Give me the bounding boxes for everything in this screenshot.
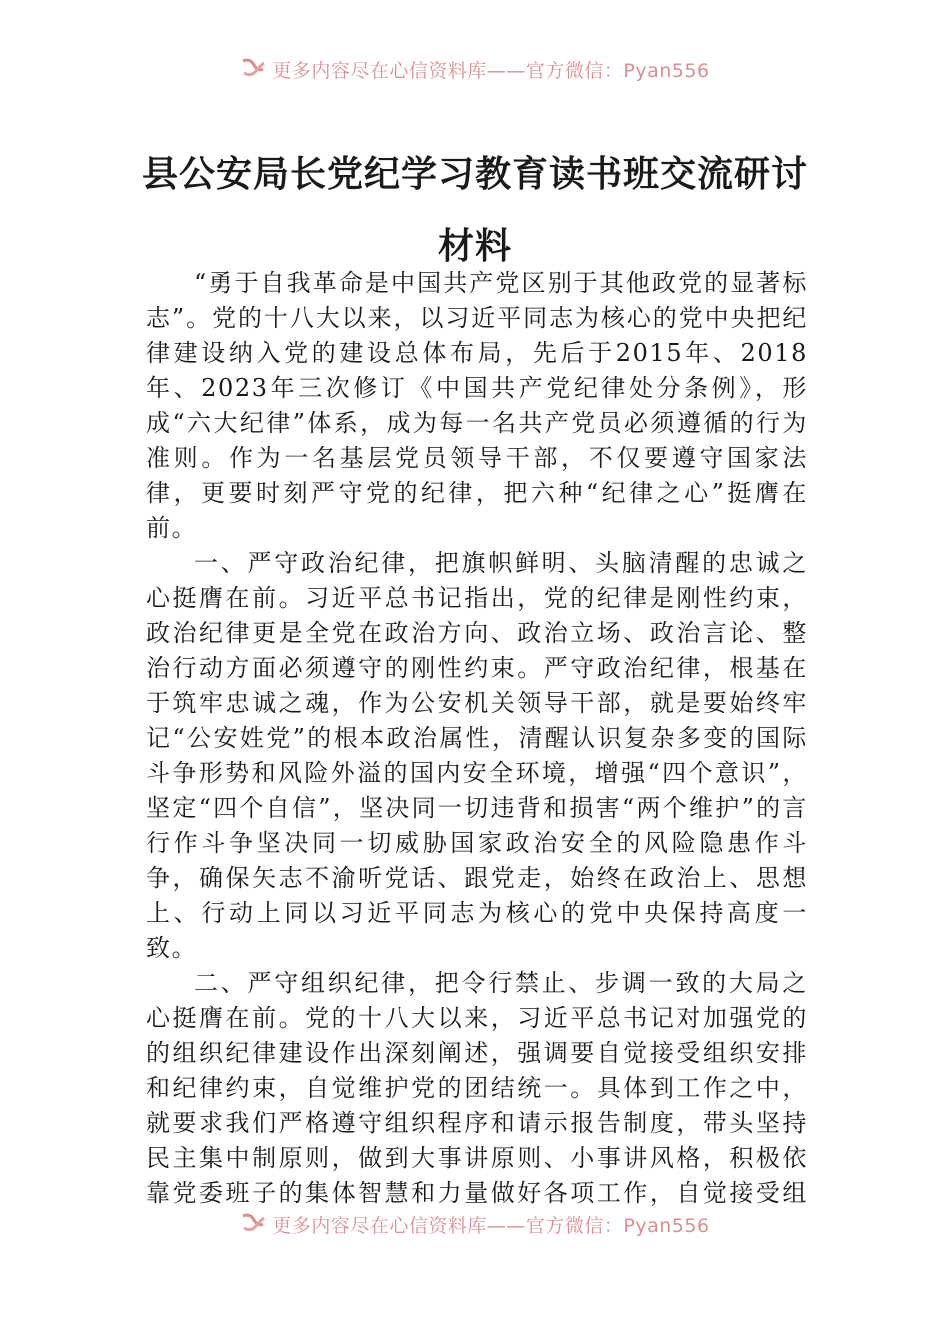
document-title [100, 138, 850, 282]
watermark-text: 更多内容尽在心信资料库——官方微信：Pyan556 [272, 60, 710, 82]
document-content [146, 266, 808, 1206]
paragraph-intro: “勇于自我革命是中国共产党区别于其他政党的显著标志”。党的十八大以来，以习近平同志为核心的党中央把纪律建设纳入党的建设总体布局，先后于2015年、2018年、2023年三次修订《中国共产党纪律处分条例》，形成“六大纪律”体系，成为每一名共产党员必须遵循的行为准则。作为一名基层党员领导干部，不仅要遵守国家法律，更要时刻严守党的纪律，把六种“纪律之心”挺膺在前。 [146, 269, 808, 542]
paragraph-organizational-discipline: 二、严守组织纪律，把令行禁止、步调一致的大局之心挺膺在前。党的十八大以来，习近平总书记对加强党的的组织纪律建设作出深刻阐述，强调要自觉接受组织安排和纪律约束，自觉维护党的团结统一。具体到工作之中，就要求我们严格遵守组织程序和请示报告制度，带头坚持民主集中制原则，做到大事讲原则、小事讲风格，积极依靠党委班子的集体智慧和力量做好各项工作，自觉接受组 [146, 969, 808, 1206]
footer-watermark [0, 1212, 950, 1238]
title-line-1: 县公安局长党纪学习教育读书班交流研讨 [141, 153, 808, 195]
paragraph-political-discipline: 一、严守政治纪律，把旗帜鲜明、头脑清醒的忠诚之心挺膺在前。习近平总书记指出，党的纪律是刚性约束，政治纪律更是全党在政治方向、政治立场、政治言论、整治行动方面必须遵守的刚性约束。严守政治纪律，根基在于筑牢忠诚之魂，作为公安机关领导干部，就是要始终牢记“公安姓党”的根本政治属性，清醒认识复杂多变的国际斗争形势和风险外溢的国内安全环境，增强“四个意识”，坚定“四个自信”，坚决同一切违背和损害“两个维护”的言行作斗争坚决同一切威胁国家政治安全的风险隐患作斗争，确保矢志不渝听党话、跟党走，始终在政治上、思想上、行动上同以习近平同志为核心的党中央保持高度一致。 [146, 549, 808, 962]
watermark-logo-icon [240, 1212, 266, 1238]
watermark-text: 更多内容尽在心信资料库——官方微信：Pyan556 [272, 1215, 710, 1237]
title-line-2: 材料 [437, 225, 512, 267]
